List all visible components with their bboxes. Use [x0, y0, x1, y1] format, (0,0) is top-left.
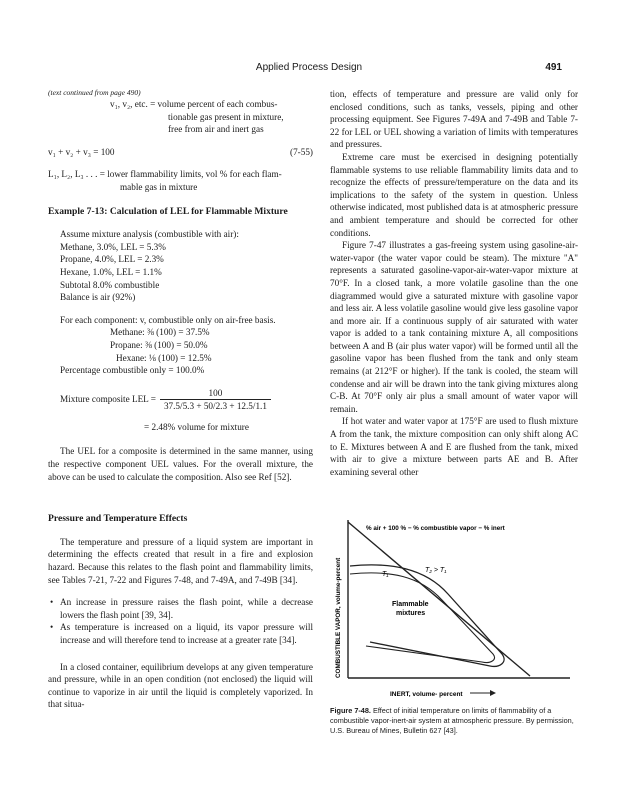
page-number: 491 — [545, 62, 562, 73]
assume-line: Assume mixture analysis (combustible with air): — [60, 229, 239, 240]
section-title: Pressure and Temperature Effects — [48, 513, 188, 525]
mix-line: Methane, 3.0%, LEL = 5.3% — [60, 241, 166, 252]
x-axis-label: INERT, volume- percent — [390, 691, 463, 698]
region-label-2: mixtures — [396, 610, 426, 617]
definition-line: free from air and inert gas — [168, 124, 264, 135]
figure-7-48 — [330, 518, 580, 703]
definition-line: tionable gas present in mixture, — [168, 111, 284, 122]
caption-text: Effect of initial temperature on limits of flammability of a combustible vapor-inert-air system at atmospheric pressure. By permission, U.S. Bureau of Mines, Bulletin 627 [43]. — [330, 706, 574, 735]
right-paragraph-1: tion, effects of temperature and pressure are valid only for enclosed conditions, such as tanks, vessels, piping and other processing equipment. See Figures 7-49A and 7-49B and Table 7-22 for LEL or UEL showing a variation of limits with temperatures and pressures. — [330, 89, 578, 150]
component-calc — [48, 314, 313, 377]
mix-line: Subtotal 8.0% combustible — [60, 279, 160, 290]
mixture-analysis — [48, 228, 313, 304]
lel-numerator: 100 — [160, 387, 271, 401]
continued-note: (text continued from page 490) — [48, 88, 141, 97]
equation-7-55 — [48, 146, 313, 159]
closed-paragraph: In a closed container, equilibrium develops at any given temperature and pressure, while in an open condition (not enclosed) the liquid will continue to vaporize in air until the liquid is completely vaporized. In that situa- — [48, 661, 313, 710]
lel-denominator: 37.5/5.3 + 50/2.3 + 12.5/1.1 — [163, 401, 267, 412]
right-column — [330, 88, 578, 478]
equation-text: v₁ + v₂ + v₃ = 100 — [48, 146, 115, 157]
lel-label: Mixture composite LEL = — [60, 394, 156, 405]
curve-t1 — [350, 565, 504, 667]
comp-line: Methane: ⅜ (100) = 37.5% — [110, 327, 210, 338]
definition-line: v₁, v₂, etc. = volume percent of each combus- — [110, 99, 278, 109]
comp-line: Propane: ⅜ (100) = 50.0% — [110, 339, 208, 350]
pt-paragraph: The temperature and pressure of a liquid system are important in determining the effects created that result in a fire and explosion hazard. Because this relates to the flash point and flammability limits, see Tables 7-21, 7-22 and Figures 7-48, and 7-49A, and 7-49B [34]. — [48, 536, 313, 585]
label-t2: T₂ > T₁ — [425, 567, 447, 574]
bullet-list — [48, 596, 313, 646]
label-t1: T₁ — [382, 571, 389, 578]
curve-t2 — [350, 573, 495, 663]
lel-result: = 2.48% volume for mixture — [144, 421, 249, 432]
each-line: For each component: v, combustible only on air-free basis. — [60, 314, 276, 325]
lel-formula — [48, 387, 313, 413]
equation-number: (7-55) — [290, 146, 313, 157]
mix-line: Hexane, 1.0%, LEL = 1.1% — [60, 266, 162, 277]
caption-label: Figure 7-48. — [330, 706, 371, 715]
right-paragraph-2: Extreme care must be exercised in designing potentially flammable systems to use reliable flammability limits data and to recognize the effects of pressure/temperature on the data and its implications to the safety of the system in question. Unless otherwise indicated, most published data is at atmospheric pressure and ambient temperature and should be corrected for other conditions. — [330, 151, 578, 238]
diagonal-boundary — [348, 522, 530, 676]
uel-paragraph: The UEL for a composite is determined in the same manner, using the respective component UEL values. For the overall mixture, the above can be used to calculate the composition. Also see Ref [52]. — [48, 446, 313, 482]
lel-fraction — [160, 387, 271, 413]
bullet-item: • An increase in pressure raises the flash point, while a decrease lowers the flash point [39, 34]. — [60, 596, 313, 621]
running-title: Applied Process Design — [255, 62, 363, 73]
y-axis-label: COMBUSTIBLE VAPOR, volume-percent — [335, 557, 342, 678]
comp-line: Percentage combustible only = 100.0% — [60, 365, 205, 376]
figure-caption — [330, 706, 580, 736]
right-paragraph-4: If hot water and water vapor at 175°F are used to flush mixture A from the tank, the mixture composition can only shift along AC to E. Mixtures between A and E are flushed from the tank, mixed with air to give a mixture between parts AE and B. After examining several other — [330, 416, 578, 477]
comp-line: Hexane: ⅛ (100) = 12.5% — [116, 352, 212, 363]
right-paragraph-3: Figure 7-47 illustrates a gas-freeing system using gasoline-air-water-vapor (the water vapor could be steam). The mixture "A" represents a saturated gasoline-vapor-air-water-vapor mixture at 70°F. In a closed tank, a more volatile gasoline than the one diagrammed would give a saturated mixture with gasoline vapor and less air. A less volatile gasoline would give less gasoline vapor and more air. If a continuous supply of air saturated with water vapor is added to a tank containing mixture A, all compositions between A and B (air plus water vapor) will be formed until all the gasoline vapor has been flushed from the tank and only steam remains (at 212°F or higher). If the tank is cooled, the steam will condense and air will be drawn into the tank giving mixtures along C-B. At 70°F only air plus a small amount of water vapor will remain. — [330, 240, 578, 414]
bullet-item: • As temperature is increased on a liquid, its vapor pressure will increase and will therefore tend to increase at a greater rate [34]. — [60, 621, 313, 646]
example-title: Example 7-13: Calculation of LEL for Flammable Mixture — [48, 205, 288, 217]
top-label: % air + 100 % − % combustible vapor − % inert — [366, 525, 505, 532]
definition-line: L₁, L₂, L₃ . . . = lower flammability limits, vol % for each flam- — [48, 169, 282, 180]
definition-v — [48, 98, 313, 136]
flammability-diagram — [330, 518, 580, 703]
x-arrow-head — [490, 690, 496, 696]
left-column — [48, 88, 313, 711]
region-label-1: Flammable — [392, 601, 429, 608]
mix-line: Balance is air (92%) — [60, 292, 136, 303]
definition-l — [48, 168, 313, 193]
mix-line: Propane, 4.0%, LEL = 2.3% — [60, 254, 164, 265]
definition-line: mable gas in mixture — [120, 181, 198, 192]
